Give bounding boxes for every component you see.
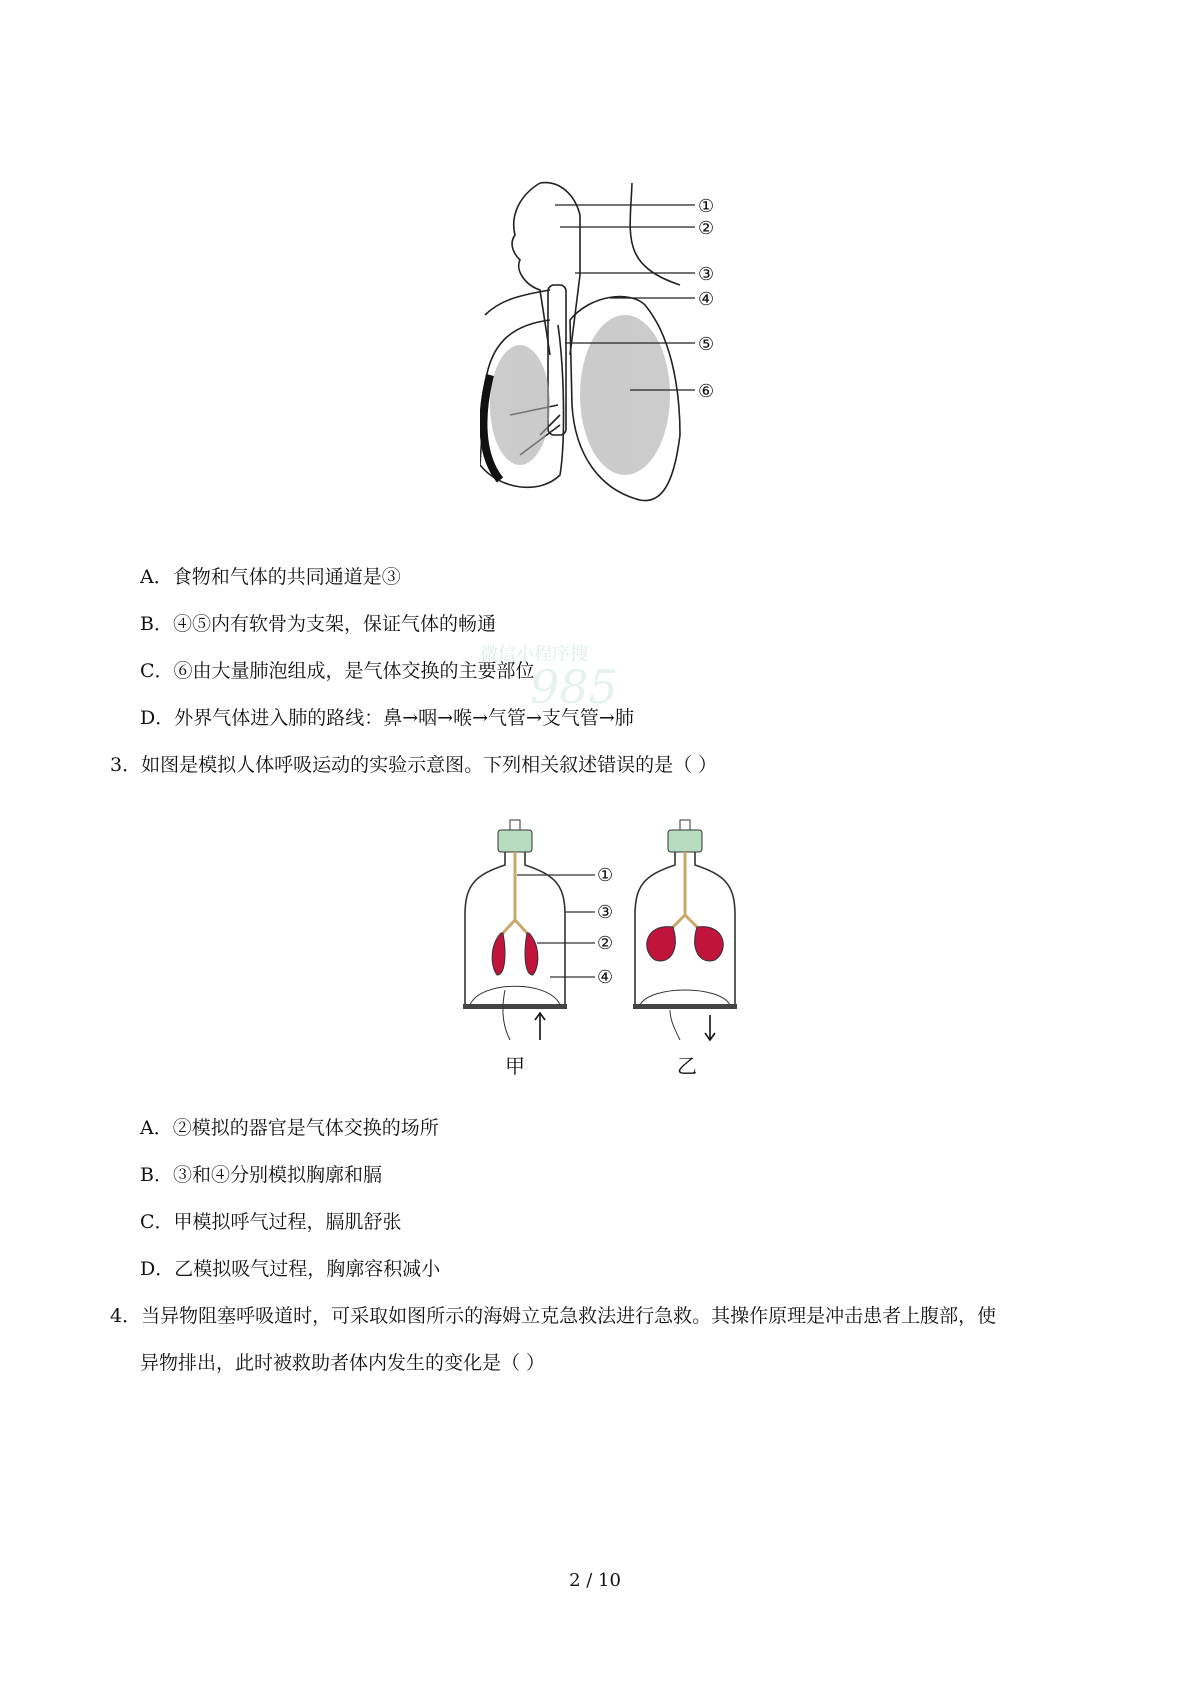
caption-jia: 甲 xyxy=(505,1054,525,1078)
label-4: ④ xyxy=(698,289,715,310)
model-label-4: ④ xyxy=(597,967,614,988)
model-label-3: ③ xyxy=(597,902,614,923)
model-label-1: ① xyxy=(597,865,614,886)
q2-option-a: A．食物和气体的共同通道是③ xyxy=(140,566,401,588)
q3-option-a: A．②模拟的器官是气体交换的场所 xyxy=(140,1117,439,1139)
q4-stem-line2: 异物排出，此时被救助者体内发生的变化是（ ） xyxy=(140,1352,546,1374)
q2-option-c: C．⑥由大量肺泡组成，是气体交换的主要部位 xyxy=(140,660,535,682)
q3-option-c: C．甲模拟呼气过程，膈肌舒张 xyxy=(140,1211,402,1233)
q3-stem: 3．如图是模拟人体呼吸运动的实验示意图。下列相关叙述错误的是（ ） xyxy=(110,754,718,776)
q3-option-b: B．③和④分别模拟胸廓和膈 xyxy=(140,1164,382,1186)
page-number: 2 / 10 xyxy=(569,1570,621,1591)
caption-yi: 乙 xyxy=(677,1054,697,1078)
q2-option-d: D．外界气体进入肺的路线：鼻→咽→喉→气管→支气管→肺 xyxy=(140,707,634,729)
watermark-text: 微信小程序搜 xyxy=(480,644,588,665)
respiratory-system-diagram xyxy=(480,175,780,535)
label-5: ⑤ xyxy=(698,334,715,355)
label-3: ③ xyxy=(698,264,715,285)
watermark-number: 985 xyxy=(530,660,618,714)
q4-stem-line1: 4．当异物阻塞呼吸道时，可采取如图所示的海姆立克急救法进行急救。其操作原理是冲击患者上腹部，使 xyxy=(110,1305,997,1327)
label-2: ② xyxy=(698,218,715,239)
label-1: ① xyxy=(698,196,715,217)
q3-option-d: D．乙模拟吸气过程，胸廓容积减小 xyxy=(140,1258,441,1280)
q2-option-b: B．④⑤内有软骨为支架，保证气体的畅通 xyxy=(140,613,496,635)
bell-jar-model-diagram xyxy=(455,815,775,1085)
model-label-2: ② xyxy=(597,933,614,954)
label-6: ⑥ xyxy=(698,381,715,402)
